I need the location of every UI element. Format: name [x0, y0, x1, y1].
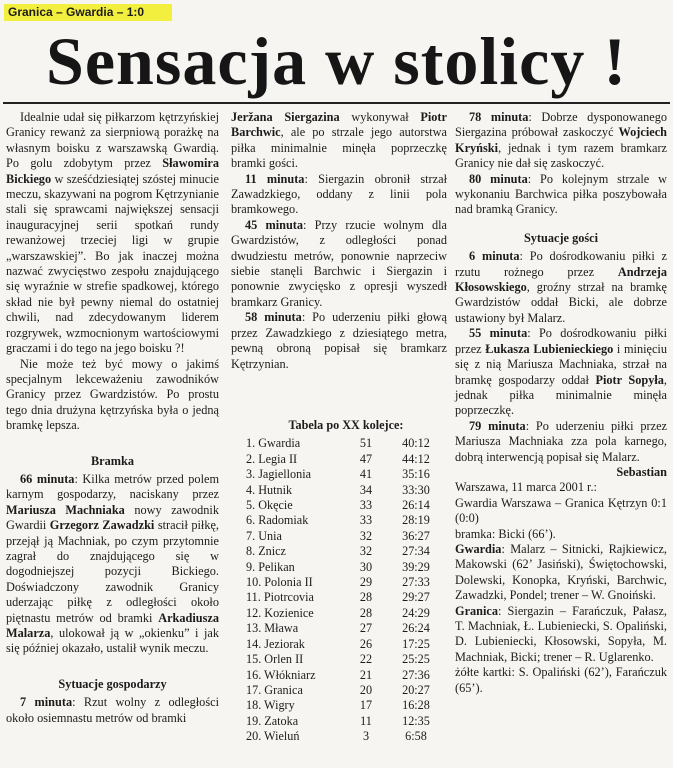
text: , groźny strzał na bramkę Gwardzistów oddał Bicki, ale dobrze ustawiony był Malarz. [455, 280, 667, 325]
team-points: 27 [359, 621, 373, 636]
text: : Po dośrodkowaniu piłki przez [455, 326, 667, 356]
table-row [246, 606, 446, 621]
table-row [246, 729, 446, 744]
team-name: 5. Okęcie [246, 498, 293, 513]
team-name: 15. Orlen II [246, 652, 304, 667]
goal-paragraph [6, 472, 219, 657]
team-goals: 29:27 [402, 590, 430, 605]
text: wykonywał [339, 110, 421, 124]
team-goals: 26:24 [402, 621, 430, 636]
report-cards: żółte kartki: S. Opaliński (62’), Farańczuk (65’). [455, 665, 667, 695]
minute-label: 7 minuta [20, 695, 73, 710]
team-goals: 27:36 [402, 667, 430, 682]
team-goals: 28:19 [402, 513, 430, 528]
team-goals: 16:28 [402, 698, 430, 713]
team-goals: 36:27 [402, 528, 430, 543]
team-points: 11 [360, 713, 372, 728]
away-chance-55 [455, 326, 667, 418]
team-points: 26 [359, 636, 373, 651]
away-chance-6 [455, 249, 667, 326]
team-name: 3. Jagiellonia [246, 467, 311, 482]
home-chance-11 [231, 172, 447, 218]
team-name: 9. Pelikan [246, 559, 295, 574]
headline: Sensacja w stolicy ! [46, 23, 627, 99]
team-goals: 6:58 [405, 729, 427, 744]
team-name: 17. Granica [246, 682, 303, 697]
player-name: Grzegorz Zawadzki [49, 518, 155, 533]
minute-label: 66 minuta [20, 471, 75, 486]
minute-label: 11 minuta [245, 171, 305, 186]
team-name: 16. Włókniarz [246, 667, 316, 682]
team-points: 41 [359, 467, 373, 482]
player-name: Arkadiusza Malarza [6, 610, 219, 640]
table-row [246, 714, 446, 729]
team-points: 34 [359, 482, 373, 497]
text: : Siergazin – Farańczuk, Pałasz, T. Machniak, Ł. Lubieniecki, S. Opaliński, D. Lubieniecki, Kłosowski, Sopyła, M. Machniak, Bicki; trener – R. Uglarenko. [455, 603, 667, 664]
player-name: Piotr Barchwic [231, 110, 447, 140]
team-points: 17 [359, 698, 373, 713]
away-chances-heading: Sytuacje gości [523, 230, 599, 245]
team-goals: 12:35 [402, 713, 430, 728]
team-points: 30 [359, 559, 373, 574]
team-label: Granica [455, 603, 499, 618]
match-kicker: Granica – Gwardia – 1:0 [4, 4, 172, 21]
text: nowy zawodnik Gwardii [6, 502, 219, 533]
team-name: 1. Gwardia [246, 436, 301, 451]
team-name: 4. Hutnik [246, 482, 293, 497]
text: : Rzut wolny z odległości około osiemnastu metrów od bramki [6, 695, 219, 725]
minute-label: 58 minuta [245, 310, 302, 325]
table-row [246, 683, 446, 698]
column-3 [455, 110, 667, 696]
team-goals: 44:12 [402, 451, 430, 466]
team-goals: 27:33 [402, 575, 430, 590]
team-points: 32 [359, 544, 373, 559]
text: w sześćdziesiątej szóstej minucie meczu, skazywani na pogrom Kętrzynianie stali się sprawcami największej sensacji inauguracyjnej serii spotkań rundy rewanżowej trzeciej ligi w grupie „warszawskiej”. Bo jak inaczej można nazwać zwycięstwo zespołu znajdującego się wyraźnie w strefie spadkowej, którego skład nie był pewny niemal do ostatniej chwili, nad zdecydowanym liderem rozgrywek, wzmocnionym wartościowymi graczami i do tego na jego boisku ?! [6, 171, 219, 356]
text: : Przy rzucie wolnym dla Gwardzistów, z odległości ponad dwudziestu metrów, ponownie naprzeciw siebie stanęli Barchwic i Siergazin i ponownie zwycięsko z opresji wyszedł bramkarz Granicy. [231, 217, 448, 309]
away-chance-79 [455, 419, 667, 465]
column-2 [231, 110, 447, 372]
text: : Po uderzeniu piłki przez Mariusza Machniaka zza pola karnego, dobrą interwencją popisał się Malarz. [455, 418, 668, 464]
team-points: 28 [359, 590, 373, 605]
home-chance-7 [6, 695, 219, 726]
text: Idealnie udał się piłkarzom kętrzyńskiej Granicy rewanż za sierpniową porażkę na własnym boisku z warszawską Gwardią. Po golu zdobytym przez [6, 110, 219, 171]
minute-label: 6 minuta [469, 249, 520, 264]
team-name: 20. Wieluń [246, 729, 300, 744]
table-body [246, 436, 446, 744]
table-row [246, 621, 446, 636]
text: , ale po strzale jego autorstwa piłka minimalnie minęła poprzeczkę bramki gości. [231, 125, 447, 171]
team-name: 8. Znicz [246, 544, 286, 559]
table-row [246, 498, 446, 513]
table-row [246, 513, 446, 528]
minute-label: 80 minuta [469, 171, 528, 186]
report-granica-lineup [455, 604, 667, 666]
table-row [246, 668, 446, 683]
team-goals: 17:25 [402, 636, 430, 651]
player-name: Jeržana Siergazina [231, 110, 340, 124]
team-name: 10. Polonia II [246, 575, 313, 590]
team-name: 19. Zatoka [246, 713, 299, 728]
home-chance-78 [455, 110, 667, 172]
team-name: 7. Unia [246, 528, 282, 543]
home-chance-58 [231, 310, 447, 372]
team-label: Gwardia [455, 541, 502, 556]
home-chance-7-cont [231, 110, 447, 172]
text: : Dobrze dysponowanego Siergazina próbował zaskoczyć [455, 110, 668, 140]
table-row [246, 652, 446, 667]
team-points: 3 [362, 729, 370, 744]
text: stracił piłkę, przejął ją Machniak, po czym przytomnie zagrał do znajdującego się w dogodniejszej pozycji Bickiego. Doświadczony zawodnik Granicy uderzając piłkę z odległości około piętnastu metrów od bramki [6, 518, 219, 625]
team-points: 33 [359, 498, 373, 513]
text: , jednak piłka minimalnie minęła poprzeczkę. [455, 372, 667, 418]
table-row [246, 560, 446, 575]
table-row [246, 544, 446, 559]
text: : Siergazin obronił strzał Zawadzkiego, oddany z linii pola bramkowego. [231, 171, 447, 217]
team-goals: 40:12 [402, 436, 430, 451]
team-name: 18. Wigry [246, 698, 295, 713]
headline-rule [3, 102, 670, 104]
player-name: Wojciech Kryński [455, 125, 667, 155]
table-title: Tabela po XX kolejce: [288, 418, 404, 432]
text: i minięciu się z nią Mariusza Machniaka, strzał na bramkę gospodarzy oddał [455, 341, 667, 387]
table-row [246, 698, 446, 713]
report-teams: Gwardia Warszawa – Granica Kętrzyn 0:1 (0:0) [455, 495, 667, 526]
minute-label: 79 minuta [469, 418, 526, 433]
team-name: 6. Radomiak [246, 513, 309, 528]
team-points: 29 [359, 575, 373, 590]
table-row [246, 590, 446, 605]
team-goals: 27:34 [402, 544, 430, 559]
text: : Po dośrodkowaniu piłki z rzutu rożnego przez [455, 249, 667, 279]
intro-paragraph-2: Nie może też być mowy o jakimś specjalnym lekceważeniu zawodników Granicy przez Gwardzistów. Po prostu tego dnia drużyna kętrzyńska była o jedną bramkę lepsza. [6, 356, 219, 433]
team-points: 51 [359, 436, 373, 451]
team-points: 47 [359, 451, 373, 466]
team-goals: 39:29 [402, 559, 430, 574]
text: , ulokował ją w „okienku” i jak się później okazało, ustalił wynik meczu. [6, 626, 219, 656]
team-name: 2. Legia II [246, 451, 298, 466]
table-row [246, 575, 446, 590]
team-points: 28 [359, 605, 373, 620]
text: , jednak i tym razem bramkarz Granicy nie dał się zaskoczyć. [455, 140, 667, 171]
team-points: 21 [359, 667, 373, 682]
team-goals: 26:14 [402, 498, 430, 513]
player-name: Mariusza Machniaka [6, 502, 125, 517]
home-chance-80 [455, 172, 667, 218]
player-name: Sławomira Bickiego [6, 156, 219, 186]
team-name: 13. Mława [246, 621, 299, 636]
table-row [246, 436, 446, 451]
report-place: Warszawa, 11 marca 2001 r.: [455, 480, 597, 495]
home-chances-heading: Sytuacje gospodarzy [58, 676, 167, 691]
text: : Po kolejnym strzale w wykonaniu Barchwica piłka poszybowała nad bramką Granicy. [455, 171, 668, 217]
author-signature: Sebastian [616, 464, 667, 479]
team-points: 22 [359, 652, 373, 667]
player-name: Łukasza Lubienieckiego [485, 341, 614, 356]
player-name: Andrzeja Kłosowskiego [455, 264, 667, 295]
text: : Kilka metrów przed polem karnym gospodarzy, naciskany przez [6, 471, 220, 502]
team-points: 33 [359, 513, 373, 528]
home-chance-45 [231, 218, 447, 310]
text: : Malarz – Sitnicki, Rajkiewicz, Makowski (62’ Jasiński), Świętochowski, Dolewski, Konopka, Kryński, Barchwic, Zawadzki, Pondel; trener – W. Gnoiński. [455, 541, 667, 603]
team-goals: 33:30 [402, 482, 430, 497]
team-goals: 25:25 [402, 652, 430, 667]
team-goals: 35:16 [402, 467, 430, 482]
intro-paragraph [6, 110, 219, 357]
text: : Po uderzeniu piłki głową przez Zawadzkiego z dziesiątego metra, pewną obroną popisał się bramkarz Kętrzynian. [231, 310, 448, 371]
minute-label: 78 minuta [469, 110, 529, 124]
team-points: 20 [359, 682, 373, 697]
table-row [246, 467, 446, 482]
report-gwardia-lineup [455, 542, 667, 604]
player-name: Piotr Sopyła [595, 372, 664, 387]
table-row [246, 452, 446, 467]
table-row [246, 637, 446, 652]
report-goal: bramka: Bicki (66’). [455, 526, 556, 541]
league-table [246, 418, 446, 745]
column-1 [6, 110, 219, 726]
team-name: 14. Jeziorak [246, 636, 305, 651]
team-goals: 24:29 [402, 605, 430, 620]
match-report [455, 480, 667, 696]
team-goals: 20:27 [402, 682, 430, 697]
team-points: 32 [359, 528, 373, 543]
minute-label: 55 minuta [469, 326, 528, 341]
minute-label: 45 minuta [245, 217, 304, 232]
goal-heading: Bramka [90, 453, 135, 468]
team-name: 12. Kozienice [246, 605, 314, 620]
team-name: 11. Piotrcovia [246, 590, 314, 605]
table-row [246, 483, 446, 498]
table-row [246, 529, 446, 544]
